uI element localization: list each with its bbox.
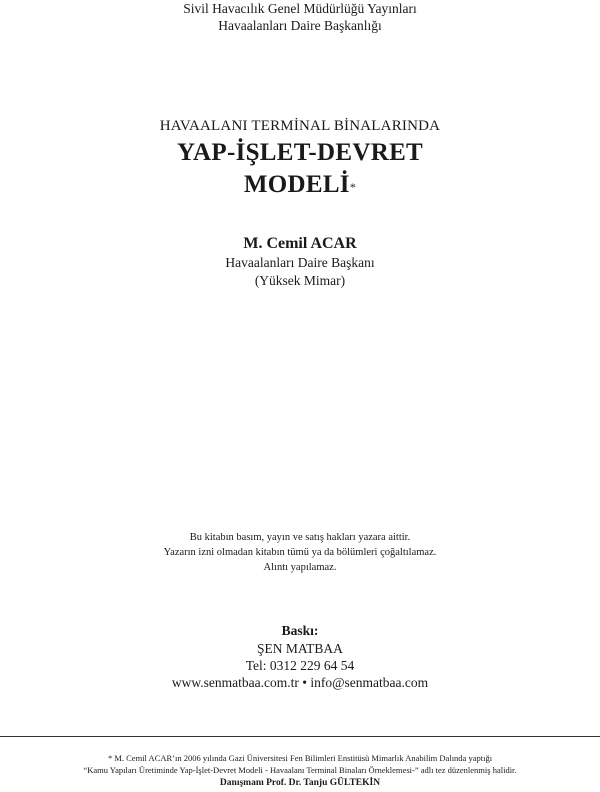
printer-name: ŞEN MATBAA — [257, 641, 343, 656]
book-title-line2-text: MODELİ — [243, 171, 350, 198]
copyright-line-3: Alıntı yapılamaz. — [263, 562, 337, 573]
copyright-line-1: Bu kitabın basım, yayın ve satış hakları yazara aittir. — [189, 532, 411, 543]
publisher-series: Sivil Havacılık Genel Müdürlüğü Yayınları — [183, 1, 417, 16]
author-role: Havaalanları Daire Başkanı — [225, 255, 375, 270]
footnote-line-1: * M. Cemil ACAR’ın 2006 yılında Gazi Üniversitesi Fen Bilimleri Enstitüsü Mimarlık Anabilim Dalında yaptığı — [107, 753, 493, 763]
footnote-advisor: Danışmanı Prof. Dr. Tanju GÜLTEKİN — [219, 778, 381, 788]
copyright-line-2: Yazarın izni olmadan kitabın tümü ya da bölümleri çoğaltılamaz. — [163, 547, 437, 558]
copyright-notice — [0, 530, 600, 575]
printer-contact: www.senmatbaa.com.tr • info@senmatbaa.com — [171, 675, 429, 690]
book-subtitle: HAVAALANI TERMİNAL BİNALARINDA — [159, 118, 441, 134]
footnote-divider — [0, 736, 600, 737]
author-title: (Yüksek Mimar) — [254, 273, 346, 288]
title-footnote-mark: * — [349, 180, 357, 194]
book-title-line1: YAP-İŞLET-DEVRET — [176, 139, 424, 166]
book-title-line2 — [0, 169, 600, 201]
printer-label: Baskı: — [281, 623, 319, 638]
publisher-department: Havaalanları Daire Başkanlığı — [218, 18, 382, 33]
footnote-line-2: “Kamu Yapıları Üretiminde Yap-İşlet-Devret Modeli - Havaalanı Terminal Binaları Örneklemesi-” adlı tez düzenlenmiş halidir. — [83, 765, 517, 775]
printer-phone: Tel: 0312 229 64 54 — [245, 658, 355, 673]
author-name: M. Cemil ACAR — [243, 235, 357, 252]
